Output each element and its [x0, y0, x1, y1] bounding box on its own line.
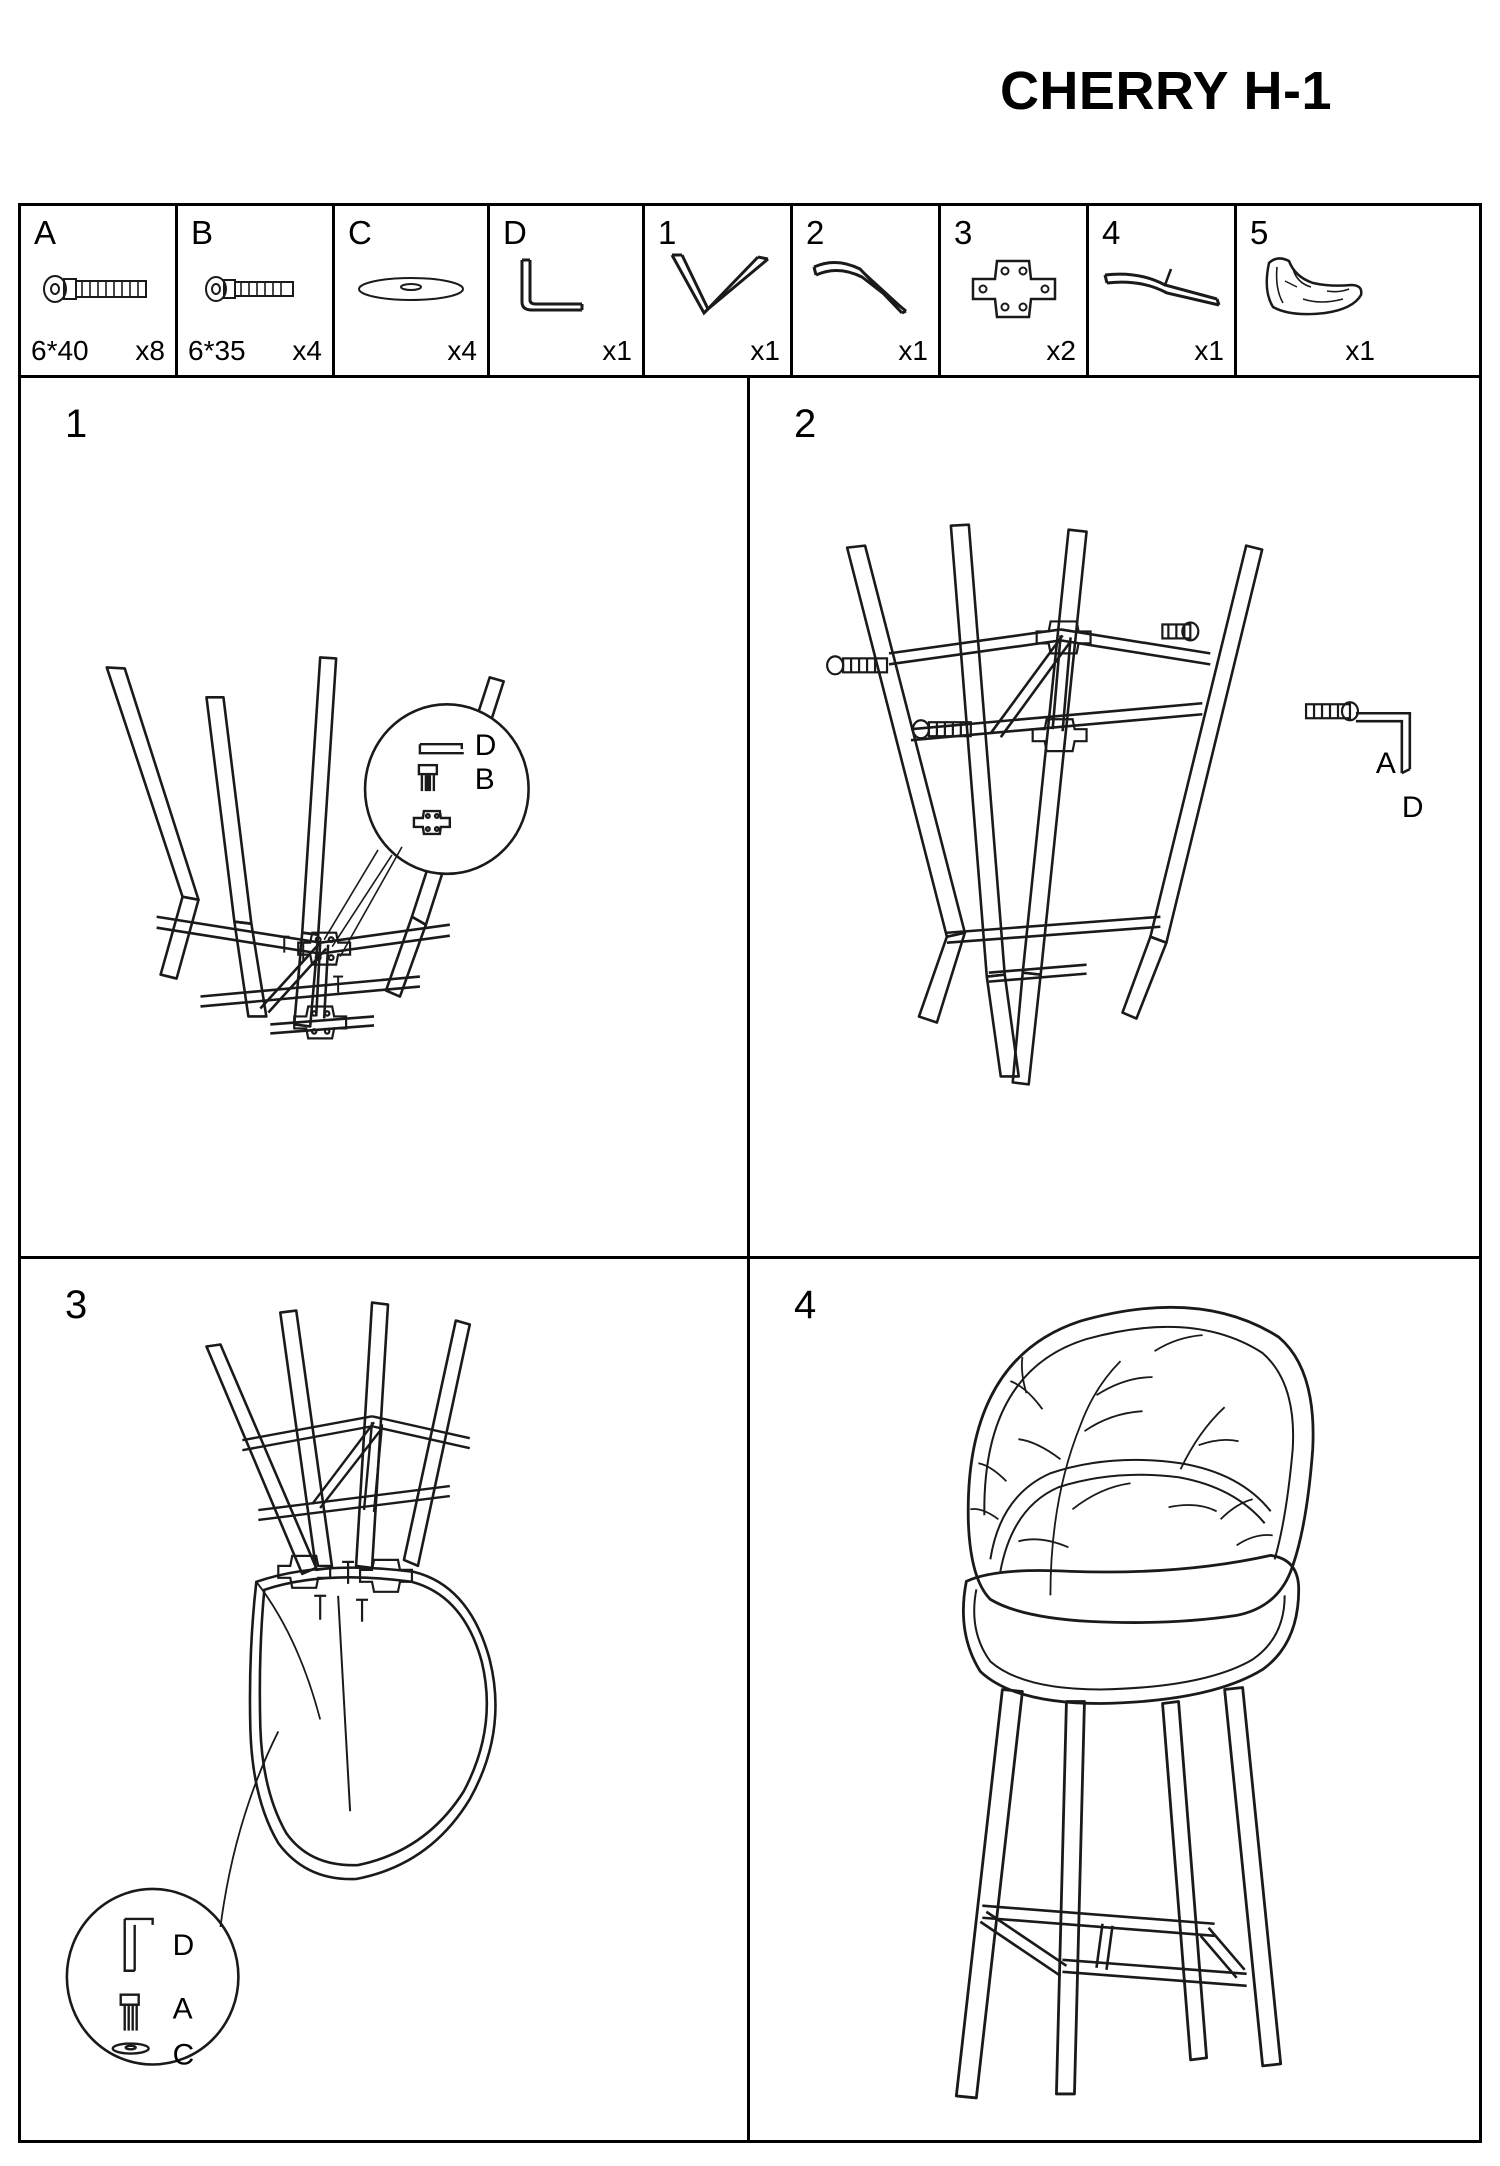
part-cell-a	[21, 206, 178, 375]
part-cell-2	[793, 206, 941, 375]
callout-label-b: B	[474, 763, 495, 797]
washer-icon	[335, 250, 487, 328]
instruction-frame	[18, 203, 1482, 2143]
part-qty: x1	[1194, 335, 1224, 366]
frame-bracket-icon	[793, 250, 938, 328]
step-number: 3	[65, 1283, 88, 1327]
part-cell-4	[1089, 206, 1237, 375]
part-cell-d	[490, 206, 645, 375]
part-size: 6*35	[188, 335, 246, 366]
callout-label-a: A	[172, 1992, 193, 2026]
cross-plate-icon	[941, 250, 1086, 328]
bolt-short-icon	[178, 250, 332, 328]
part-qty: x8	[135, 335, 165, 366]
callout-label-d: D	[474, 729, 497, 763]
callout-label-d: D	[172, 1928, 195, 1962]
step-panel-1	[21, 378, 750, 1259]
part-cell-5	[1237, 206, 1385, 375]
step-panel-3	[21, 1259, 750, 2140]
part-cell-c	[335, 206, 490, 375]
part-code: D	[503, 214, 527, 251]
part-cell-b	[178, 206, 335, 375]
allen-key-icon	[490, 250, 642, 328]
step-4-diagram	[750, 1259, 1479, 2140]
steps-grid	[21, 378, 1479, 2140]
bolt-icon	[21, 250, 175, 328]
step-number: 4	[794, 1283, 817, 1327]
leg-pair-icon	[645, 250, 790, 328]
part-code: A	[34, 214, 57, 251]
part-code: 2	[806, 214, 825, 251]
callout-label-c: C	[172, 2038, 195, 2072]
part-code: B	[191, 214, 214, 251]
page-title: CHERRY H-1	[999, 61, 1332, 121]
part-code: 1	[658, 214, 677, 251]
parts-list	[21, 206, 1479, 378]
part-cell-1	[645, 206, 793, 375]
callout-label-a: A	[1375, 747, 1396, 781]
step-number: 2	[794, 402, 817, 446]
step-3-diagram	[21, 1259, 747, 2140]
step-1-diagram	[21, 378, 747, 1256]
part-qty: x1	[898, 335, 928, 366]
part-qty: x2	[1046, 335, 1076, 366]
part-qty: x1	[750, 335, 780, 366]
step-panel-4	[750, 1259, 1479, 2140]
part-code: C	[348, 214, 372, 251]
part-code: 3	[954, 214, 973, 251]
part-code: 4	[1102, 214, 1121, 251]
step-number: 1	[65, 402, 88, 446]
part-cell-3	[941, 206, 1089, 375]
part-qty: x4	[447, 335, 477, 366]
part-size: 6*40	[31, 335, 89, 366]
part-qty: x1	[1345, 335, 1375, 366]
part-qty: x4	[292, 335, 322, 366]
part-code: 5	[1250, 214, 1269, 251]
part-qty: x1	[602, 335, 632, 366]
step-panel-2	[750, 378, 1479, 1259]
callout-label-d: D	[1401, 791, 1424, 824]
footrest-icon	[1089, 250, 1234, 328]
step-2-diagram	[750, 378, 1479, 1256]
seat-shell-icon	[1237, 250, 1385, 328]
